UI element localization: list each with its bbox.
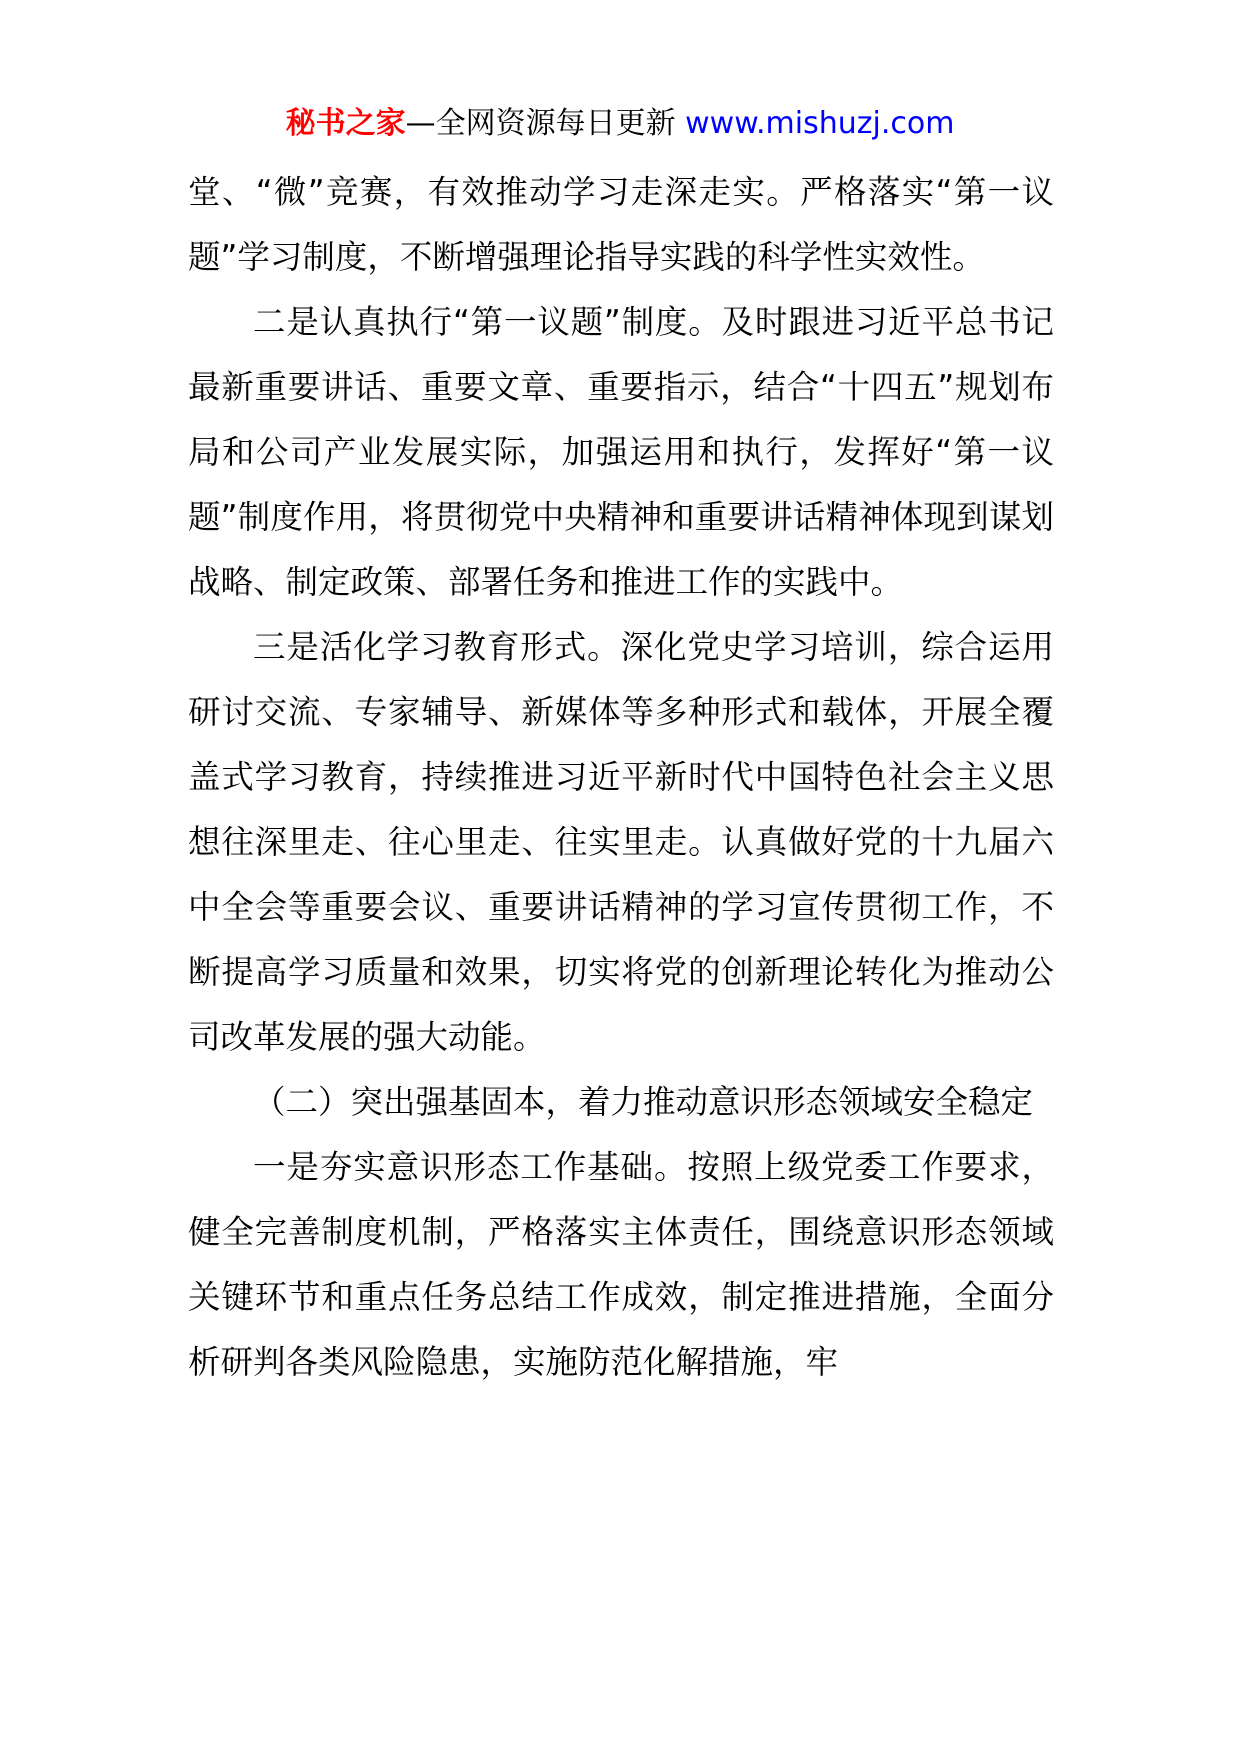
header-tagline: —全网资源每日更新 [405, 106, 676, 141]
site-header [0, 96, 1240, 152]
header-url-link[interactable]: www.mishuzj.com [685, 106, 955, 141]
paragraph-item-1: 一是夯实意识形态工作基础。按照上级党委工作要求，健全完善制度机制，严格落实主体责任，围绕意识形态领域关键环节和重点任务总结工作成效，制定推进措施，全面分析研判各类风险隐患，实施防范化解措施，牢 [188, 1148, 1054, 1381]
paragraph-item-2: 二是认真执行“第一议题”制度。及时跟进习近平总书记最新重要讲话、重要文章、重要指示，结合“十四五”规划布局和公司产业发展实际，加强运用和执行，发挥好“第一议题”制度作用，将贯彻党中央精神和重要讲话精神体现到谋划战略、制定政策、部署任务和推进工作的实践中。 [188, 303, 1054, 601]
paragraph-continuation: 堂、“微”竞赛，有效推动学习走深走实。严格落实“第一议题”学习制度，不断增强理论指导实践的科学性实效性。 [188, 173, 1054, 276]
paragraph-item-3: 三是活化学习教育形式。深化党史学习培训，综合运用研讨交流、专家辅导、新媒体等多种形式和载体，开展全覆盖式学习教育，持续推进习近平新时代中国特色社会主义思想往深里走、往心里走、往实里走。认真做好党的十九届六中全会等重要会议、重要讲话精神的学习宣传贯彻工作，不断提高学习质量和效果，切实将党的创新理论转化为推动公司改革发展的强大动能。 [188, 628, 1054, 1056]
document-body [188, 160, 1054, 1395]
brand-name: 秘书之家 [285, 106, 406, 141]
section-heading-2: （二）突出强基固本，着力推动意识形态领域安全稳定 [253, 1083, 1034, 1121]
